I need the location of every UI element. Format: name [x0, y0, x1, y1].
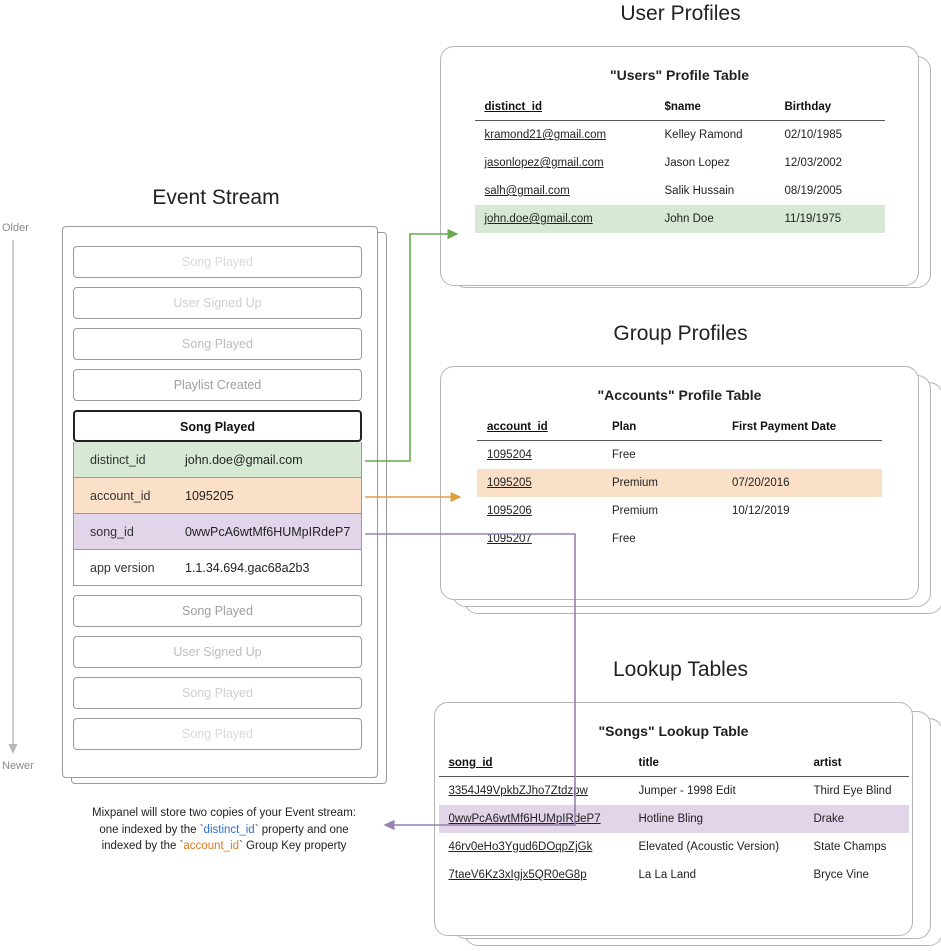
column-header: Birthday	[775, 97, 885, 121]
table-row[interactable]	[475, 149, 885, 177]
column-header: Plan	[602, 417, 722, 441]
table-cell: 12/03/2002	[784, 157, 843, 169]
table-cell: 11/19/1975	[775, 205, 885, 233]
table-cell: Bryce Vine	[813, 869, 869, 881]
table-cell: Third Eye Blind	[813, 785, 892, 797]
stream-event-card[interactable]: User Signed Up	[73, 636, 362, 668]
accounts-table-title: "Accounts" Profile Table	[597, 387, 762, 403]
stream-event-card[interactable]: Song Played	[73, 246, 362, 278]
event-property-key: account_id	[90, 488, 151, 503]
table-cell: 1095207	[487, 533, 532, 545]
table-cell: kramond21@gmail.com	[484, 129, 607, 141]
table-cell: John Doe	[655, 205, 775, 233]
event-property-key: song_id	[90, 524, 134, 539]
event-property-row	[73, 442, 362, 478]
event-property-key: distinct_id	[90, 452, 146, 467]
table-row[interactable]	[477, 441, 882, 470]
caption-line3-a: indexed by the `	[101, 840, 184, 853]
table-cell: Kelley Ramond	[664, 129, 743, 141]
users-table-title: "Users" Profile Table	[609, 67, 750, 83]
table-header-row	[477, 417, 882, 441]
table-cell: 1095205	[477, 469, 602, 497]
songs-table-holder	[435, 753, 912, 889]
table-cell: 08/19/2005	[784, 185, 843, 197]
table-cell: 07/20/2016	[722, 469, 882, 497]
table-header-row	[439, 753, 909, 777]
caption-line-3	[54, 838, 394, 855]
table-cell: Premium	[612, 505, 659, 517]
column-header: title	[629, 753, 804, 777]
table-cell: Salik Hussain	[664, 185, 735, 197]
caption-account-id: account_id	[183, 840, 240, 853]
column-header: account_id	[477, 417, 602, 441]
column-header: First Payment Date	[722, 417, 882, 441]
table-cell: 1095206	[487, 505, 532, 517]
accounts-table-holder	[441, 417, 918, 553]
data-table	[475, 97, 885, 233]
event-property-row	[73, 550, 362, 586]
lookup-tables-title: Lookup Tables	[612, 658, 749, 681]
group-profiles-title: Group Profiles	[613, 322, 748, 345]
table-cell: Elevated (Acoustic Version)	[638, 841, 780, 853]
selected-event-header[interactable]: Song Played	[73, 410, 362, 442]
table-cell: 02/10/1985	[784, 129, 843, 141]
table-cell	[722, 441, 882, 470]
timeline-older-label: Older	[2, 222, 29, 234]
event-property-value: 1095205	[185, 488, 234, 503]
table-row[interactable]	[439, 833, 909, 861]
data-table	[439, 753, 909, 889]
table-cell: 3354J49VpkbZJho7Ztdzpw	[448, 785, 588, 797]
column-header: $name	[655, 97, 775, 121]
table-cell: 7taeV6Kz3xIgjx5QR0eG8p	[448, 869, 587, 881]
column-header: distinct_id	[475, 97, 655, 121]
table-cell: Premium	[602, 469, 722, 497]
table-row[interactable]	[475, 121, 885, 150]
column-header: song_id	[439, 753, 629, 777]
event-stream-cards	[73, 246, 364, 766]
column-header: artist	[804, 753, 909, 777]
timeline-newer-label: Newer	[2, 760, 34, 772]
table-cell: Drake	[804, 805, 909, 833]
caption	[54, 805, 394, 855]
table-cell: salh@gmail.com	[484, 185, 570, 197]
table-row[interactable]	[475, 205, 885, 233]
table-cell	[722, 525, 882, 553]
caption-line3-c: ` Group Key property	[239, 840, 347, 853]
stream-event-card[interactable]: Song Played	[73, 328, 362, 360]
event-stream-title: Event Stream	[152, 186, 280, 209]
table-cell: 0wwPcA6wtMf6HUMpIRdeP7	[439, 805, 629, 833]
event-property-row	[73, 514, 362, 550]
table-row[interactable]	[439, 805, 909, 833]
event-property-value: john.doe@gmail.com	[185, 452, 303, 467]
caption-line2-a: one indexed by the `	[99, 823, 204, 836]
table-cell: Free	[612, 449, 636, 461]
table-cell: 46rv0eHo3Ygud6DOqpZjGk	[448, 841, 593, 853]
table-cell: 1095204	[487, 449, 532, 461]
table-row[interactable]	[477, 497, 882, 525]
table-row[interactable]	[477, 469, 882, 497]
table-row[interactable]	[477, 525, 882, 553]
table-cell: La La Land	[638, 869, 697, 881]
stream-event-card[interactable]: User Signed Up	[73, 287, 362, 319]
stream-event-card[interactable]: Song Played	[73, 677, 362, 709]
table-row[interactable]	[439, 861, 909, 889]
caption-line-1: Mixpanel will store two copies of your Event stream:	[92, 807, 356, 819]
table-cell: Hotline Bling	[629, 805, 804, 833]
event-property-row	[73, 478, 362, 514]
songs-table-title: "Songs" Lookup Table	[598, 723, 749, 739]
caption-line-2	[54, 822, 394, 839]
table-cell: john.doe@gmail.com	[475, 205, 655, 233]
event-property-value: 1.1.34.694.gac68a2b3	[185, 560, 310, 575]
stream-event-card[interactable]: Song Played	[73, 595, 362, 627]
accounts-panel	[440, 366, 919, 600]
table-row[interactable]	[475, 177, 885, 205]
event-property-value: 0wwPcA6wtMf6HUMpIRdeP7	[185, 524, 351, 539]
user-profiles-title: User Profiles	[620, 2, 741, 25]
users-table-holder	[441, 97, 918, 233]
table-cell: 10/12/2019	[732, 505, 790, 517]
data-table	[477, 417, 882, 553]
caption-distinct-id: distinct_id	[203, 823, 255, 836]
users-panel	[440, 46, 919, 286]
table-cell: State Champs	[813, 841, 887, 853]
table-row[interactable]	[439, 777, 909, 806]
table-header-row	[475, 97, 885, 121]
stream-event-card[interactable]: Song Played	[73, 718, 362, 750]
table-cell: Free	[612, 533, 636, 545]
songs-panel	[434, 702, 913, 936]
table-cell: Jason Lopez	[664, 157, 730, 169]
caption-line2-c: ` property and one	[254, 823, 349, 836]
table-cell: Jumper - 1998 Edit	[638, 785, 736, 797]
stream-event-card[interactable]: Playlist Created	[73, 369, 362, 401]
table-cell: jasonlopez@gmail.com	[484, 157, 604, 169]
event-property-key: app version	[90, 560, 155, 575]
